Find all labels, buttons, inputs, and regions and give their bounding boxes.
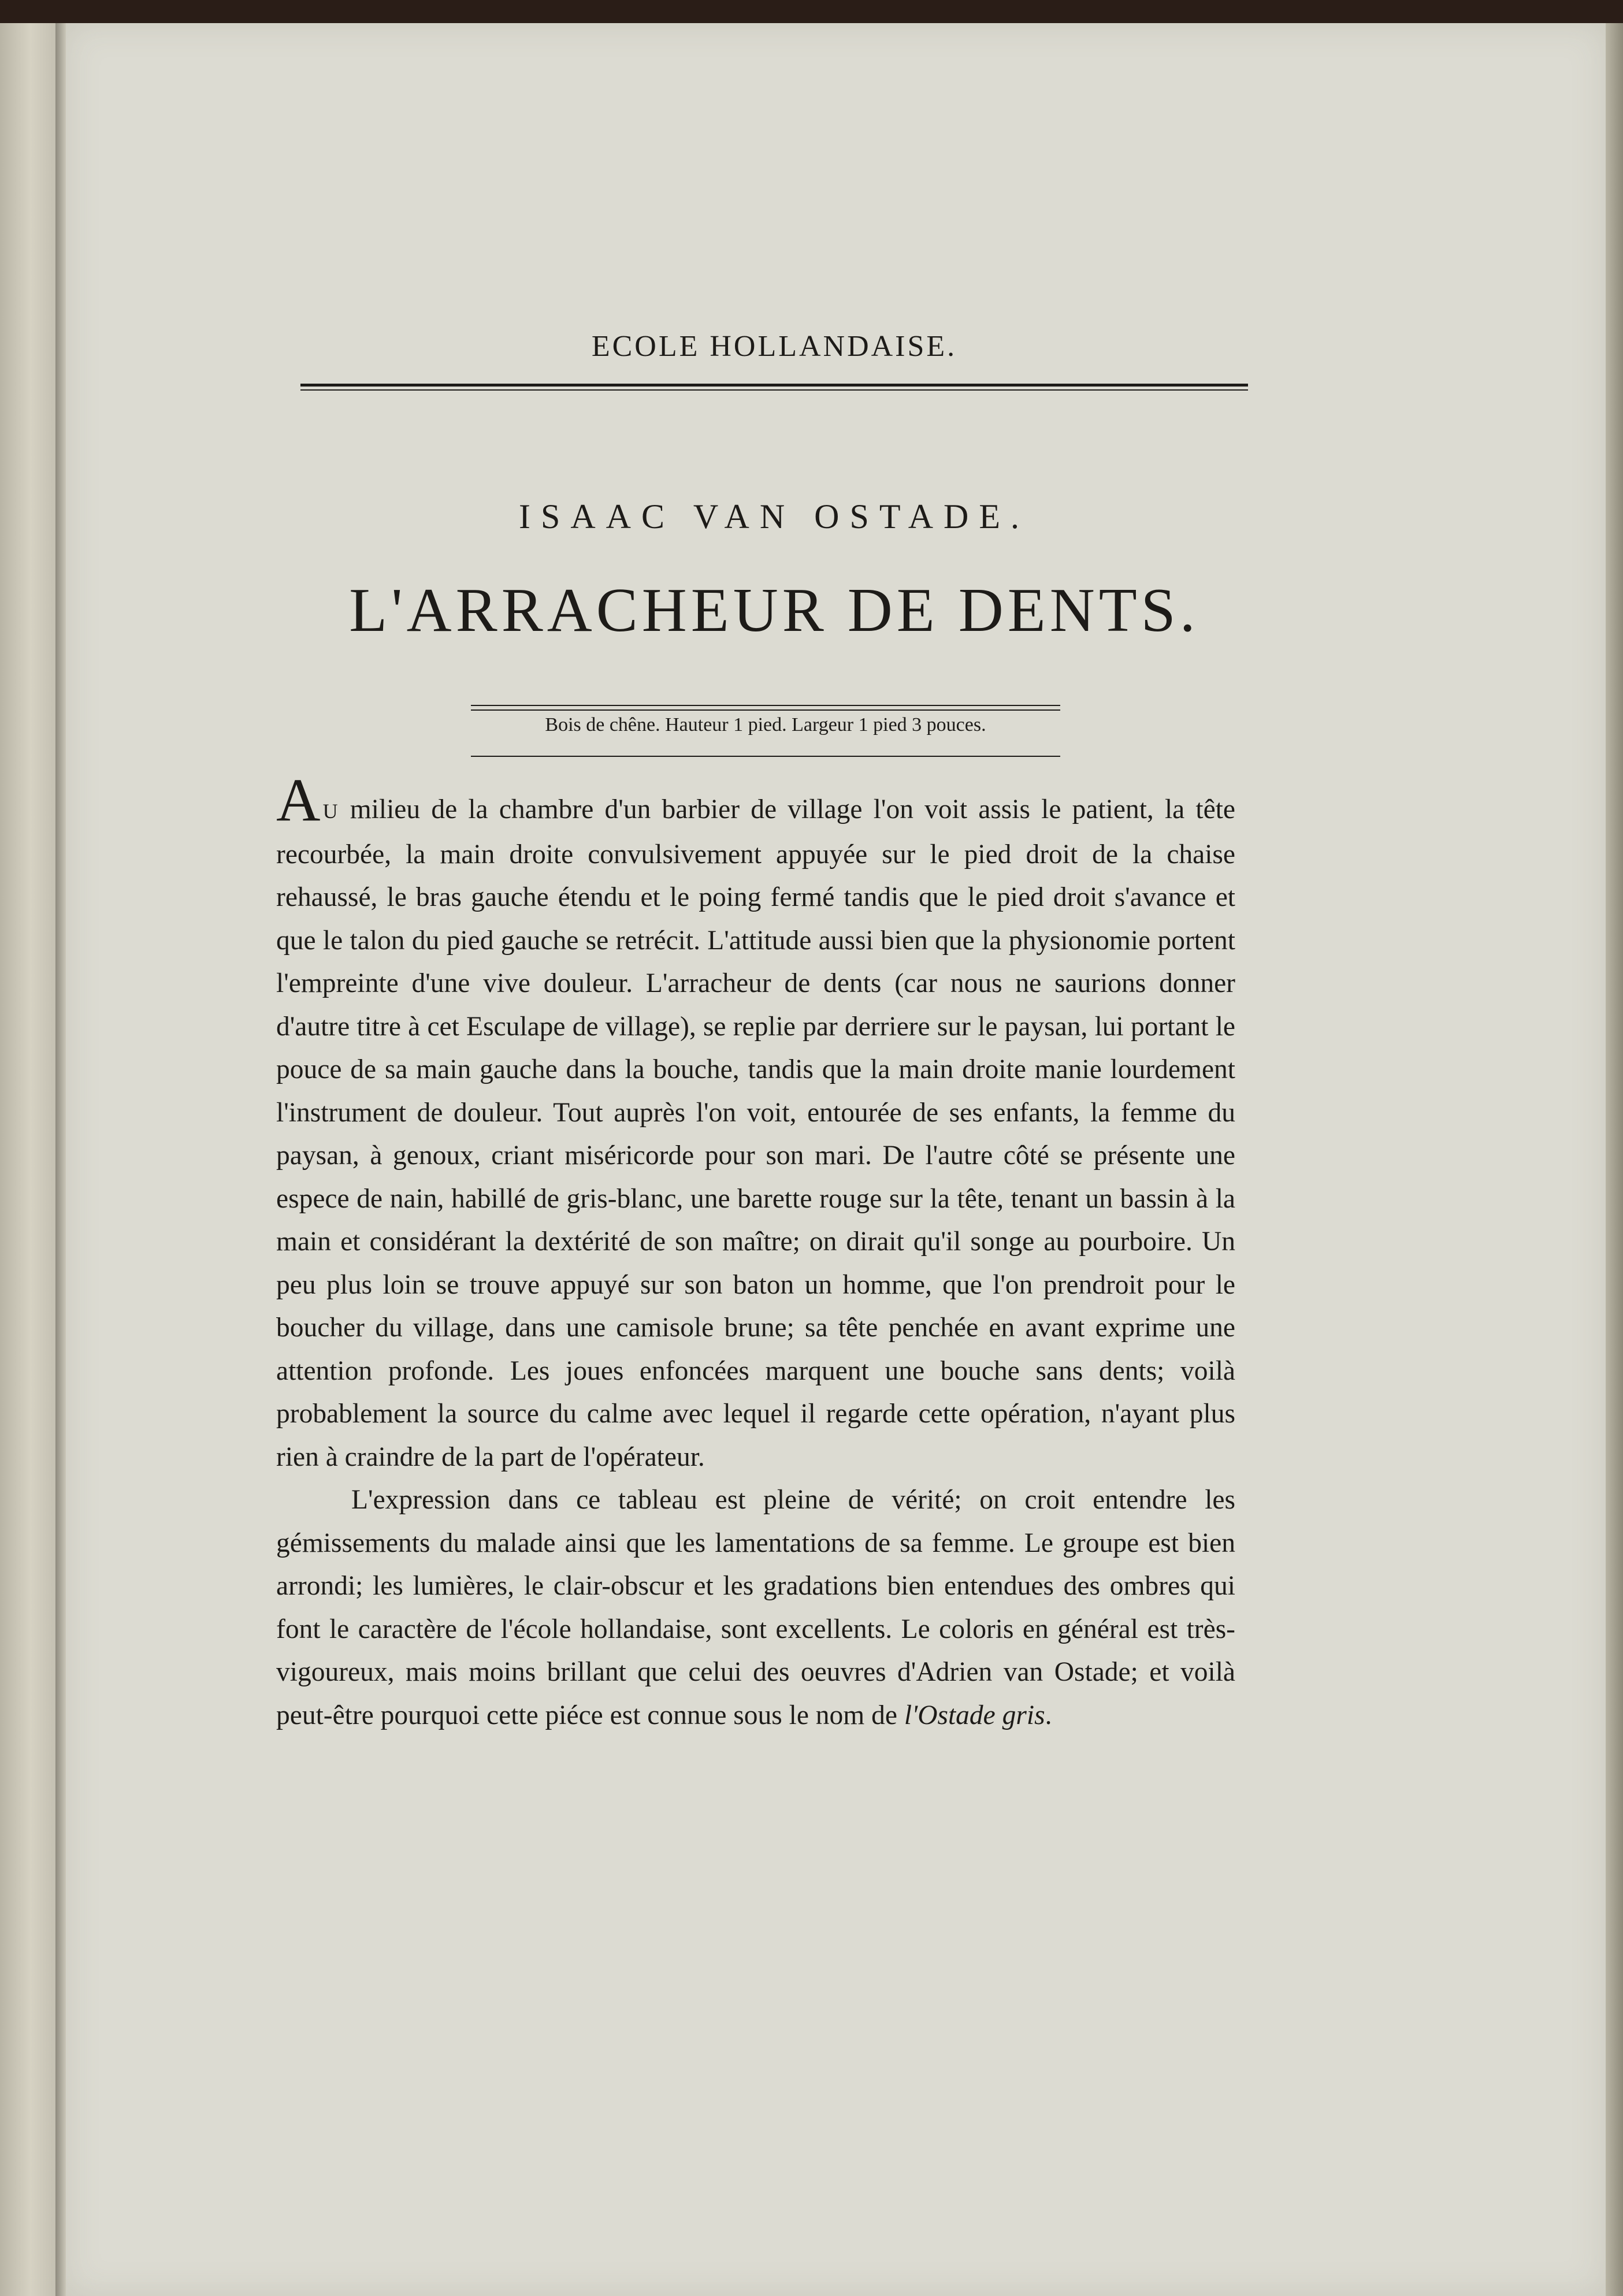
painting-title: L'ARRACHEUR DE DENTS.: [349, 576, 1199, 645]
panel-dimensions: Bois de chêne. Hauteur 1 pied. Largeur 1 pied 3 pouces.: [545, 714, 986, 735]
paragraph-1: [276, 766, 1235, 1478]
description-text: [276, 766, 1235, 1737]
paragraph-2-closing: .: [1045, 1700, 1052, 1730]
running-header: ECOLE HOLLANDAISE.: [591, 330, 957, 363]
paragraph-1-text: milieu de la chambre d'un barbier de village l'on voit assis le patient, la tête recourbée, la main droite convulsivement appuyée sur le pied droit de la chaise rehaussé, le bras gauche étendu et le poing fermé tandis que le pied droit s'avance et que le talon du pied gauche se retrécit. L'attitude aussi bien que la physionomie portent l'empreinte d'une vive douleur. L'arracheur de dents (car nous ne saurions donner d'autre titre à cet Esculape de village), se replie par derriere sur le paysan, lui portant le pouce de sa main gauche dans la bouche, tandis que la main droite manie lourdement l'instrument de douleur. Tout auprès l'on voit, entourée de ses enfants, la femme du paysan, à genoux, criant miséricorde pour son mari. De l'autre côté se présente une espece de nain, habillé de gris-blanc, une barette rouge sur la tête, tenant un bassin à la main et considérant la dextérité de son maître; on dirait qu'il songe au pourboire. Un peu plus loin se trouve appuyé sur son baton un homme, que l'on prendroit pour le boucher du village, dans une camisole brune; sa tête penchée en avant exprime une attention profonde. Les joues enfoncées marquent une bouche sans dents; voilà probablement la source du calme avec lequel il regarde cette opération, n'ayant plus rien à craindre de la part de l'opérateur.: [276, 794, 1235, 1472]
drop-cap: A: [276, 766, 321, 834]
paragraph-2-text: L'expression dans ce tableau est pleine de vérité; on croit entendre les gémissements du malade ainsi que les lamentations de sa femme. Le groupe est bien arrondi; les lumières, le clair-obscur et les gradations bien entendues des ombres qui font le caractère de l'école hollandaise, sont excellents. Le coloris en général est très-vigoureux, mais moins brillant que celui des oeuvres d'Adrien van Ostade; et voilà peut-être pourquoi cette piéce est connue sous le nom de: [276, 1485, 1235, 1730]
paragraph-2: [276, 1478, 1235, 1737]
dimensions-rule-top-1: [471, 705, 1060, 706]
page-stack-edge: [1606, 23, 1623, 2296]
header-rule-thin: [300, 389, 1248, 391]
drop-cap-rest: U: [322, 800, 339, 823]
book-gutter: [55, 23, 66, 2296]
dimensions-rule-top-2: [471, 709, 1060, 711]
dimensions-rule-bottom: [471, 756, 1060, 757]
header-rule-thick: [300, 384, 1248, 387]
artist-name: ISAAC VAN OSTADE.: [518, 497, 1030, 536]
paragraph-2-italic: l'Ostade gris: [904, 1700, 1045, 1730]
left-page-edge: [0, 23, 55, 2296]
